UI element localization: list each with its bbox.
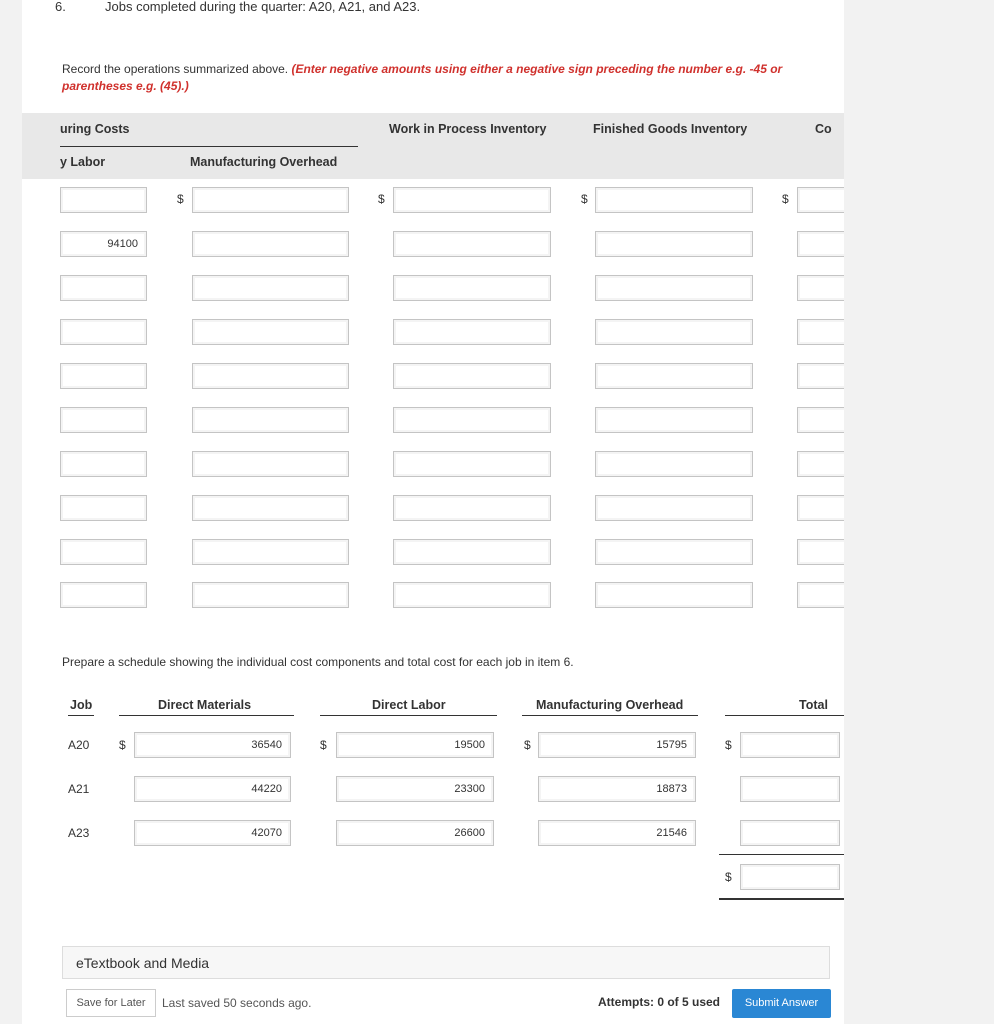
wip-input[interactable] — [393, 407, 551, 433]
cogs-input[interactable] — [797, 319, 844, 345]
currency-sign: $ — [320, 738, 327, 752]
labor-input[interactable]: 94100 — [60, 231, 147, 257]
col-total: Total — [799, 698, 828, 712]
overhead-input[interactable] — [192, 582, 349, 608]
a21-direct-labor-input[interactable]: 23300 — [336, 776, 494, 802]
a20-direct-labor-input[interactable]: 19500 — [336, 732, 494, 758]
wip-input[interactable] — [393, 275, 551, 301]
etextbook-media-link[interactable]: eTextbook and Media — [62, 946, 830, 979]
wip-input[interactable] — [393, 187, 551, 213]
instructions-main: Record the operations summarized above. — [62, 62, 292, 76]
fg-input[interactable] — [595, 539, 753, 565]
overhead-input[interactable] — [192, 275, 349, 301]
overhead-input[interactable] — [192, 319, 349, 345]
header-manufacturing-costs: uring Costs — [60, 122, 130, 136]
total-rule-double — [719, 898, 844, 900]
labor-input[interactable] — [60, 187, 147, 213]
labor-input[interactable] — [60, 407, 147, 433]
col-job: Job — [70, 698, 93, 712]
currency-sign: $ — [725, 870, 732, 884]
header-divider — [60, 146, 358, 147]
labor-input[interactable] — [60, 275, 147, 301]
a21-overhead-input[interactable]: 18873 — [538, 776, 696, 802]
dm-underline — [119, 715, 294, 716]
item-description: Jobs completed during the quarter: A20, A21, and A23. — [105, 0, 421, 14]
col-direct-materials: Direct Materials — [158, 698, 252, 712]
overhead-input[interactable] — [192, 495, 349, 521]
cogs-input[interactable] — [797, 451, 844, 477]
header-direct-labor: y Labor — [60, 155, 106, 169]
dl-underline — [320, 715, 497, 716]
header-cost-of-goods-sold: Co — [815, 122, 832, 136]
job-underline — [68, 715, 94, 716]
labor-input[interactable] — [60, 582, 147, 608]
last-saved-status: Last saved 50 seconds ago. — [162, 996, 312, 1010]
cogs-input[interactable] — [797, 495, 844, 521]
job-a20-label: A20 — [68, 738, 90, 752]
overhead-input[interactable] — [192, 407, 349, 433]
save-for-later-button[interactable]: Save for Later — [66, 989, 156, 1017]
instructions-note: (Enter negative amounts using either a negative sign preceding the number e.g. -45 or parentheses e.g. (45).) — [62, 62, 783, 93]
a20-total-input[interactable] — [740, 732, 840, 758]
currency-sign: $ — [725, 738, 732, 752]
cogs-input[interactable] — [797, 363, 844, 389]
cogs-input[interactable] — [797, 187, 844, 213]
item-number: 6. — [55, 0, 66, 14]
fg-input[interactable] — [595, 187, 753, 213]
a23-direct-materials-input[interactable]: 42070 — [134, 820, 291, 846]
currency-sign: $ — [378, 192, 385, 206]
fg-input[interactable] — [595, 495, 753, 521]
a21-total-input[interactable] — [740, 776, 840, 802]
schedule-prompt: Prepare a schedule showing the individual cost components and total cost for each job in item 6. — [62, 655, 574, 669]
col-manufacturing-overhead: Manufacturing Overhead — [536, 698, 684, 712]
cogs-input[interactable] — [797, 539, 844, 565]
overhead-input[interactable] — [192, 231, 349, 257]
wip-input[interactable] — [393, 451, 551, 477]
wip-input[interactable] — [393, 539, 551, 565]
col-direct-labor: Direct Labor — [372, 698, 446, 712]
currency-sign: $ — [119, 738, 126, 752]
moh-underline — [522, 715, 698, 716]
currency-sign: $ — [524, 738, 531, 752]
labor-input[interactable] — [60, 451, 147, 477]
a23-direct-labor-input[interactable]: 26600 — [336, 820, 494, 846]
question-panel — [22, 0, 844, 1024]
a23-total-input[interactable] — [740, 820, 840, 846]
overhead-input[interactable] — [192, 539, 349, 565]
fg-input[interactable] — [595, 231, 753, 257]
a20-overhead-input[interactable]: 15795 — [538, 732, 696, 758]
job-a23-label: A23 — [68, 826, 90, 840]
currency-sign: $ — [177, 192, 184, 206]
fg-input[interactable] — [595, 407, 753, 433]
instructions — [62, 61, 837, 95]
overhead-input[interactable] — [192, 187, 349, 213]
wip-input[interactable] — [393, 231, 551, 257]
overhead-input[interactable] — [192, 451, 349, 477]
header-finished-goods: Finished Goods Inventory — [593, 122, 748, 136]
cogs-input[interactable] — [797, 407, 844, 433]
attempts-counter: Attempts: 0 of 5 used — [598, 995, 721, 1009]
total-underline — [725, 715, 844, 716]
job-a21-label: A21 — [68, 782, 90, 796]
labor-input[interactable] — [60, 495, 147, 521]
fg-input[interactable] — [595, 582, 753, 608]
fg-input[interactable] — [595, 319, 753, 345]
header-manufacturing-overhead: Manufacturing Overhead — [190, 155, 338, 169]
fg-input[interactable] — [595, 451, 753, 477]
cogs-input[interactable] — [797, 275, 844, 301]
wip-input[interactable] — [393, 582, 551, 608]
cogs-input[interactable] — [797, 231, 844, 257]
overhead-input[interactable] — [192, 363, 349, 389]
fg-input[interactable] — [595, 363, 753, 389]
cogs-input[interactable] — [797, 582, 844, 608]
a20-direct-materials-input[interactable]: 36540 — [134, 732, 291, 758]
labor-input[interactable] — [60, 363, 147, 389]
grand-total-input[interactable] — [740, 864, 840, 890]
currency-sign: $ — [581, 192, 588, 206]
wip-input[interactable] — [393, 495, 551, 521]
submit-answer-button[interactable]: Submit Answer — [732, 989, 831, 1018]
wip-input[interactable] — [393, 363, 551, 389]
a23-overhead-input[interactable]: 21546 — [538, 820, 696, 846]
total-rule-top — [719, 854, 844, 855]
header-work-in-process: Work in Process Inventory — [389, 122, 547, 136]
labor-input[interactable] — [60, 539, 147, 565]
a21-direct-materials-input[interactable]: 44220 — [134, 776, 291, 802]
labor-input[interactable] — [60, 319, 147, 345]
currency-sign: $ — [782, 192, 789, 206]
wip-input[interactable] — [393, 319, 551, 345]
fg-input[interactable] — [595, 275, 753, 301]
